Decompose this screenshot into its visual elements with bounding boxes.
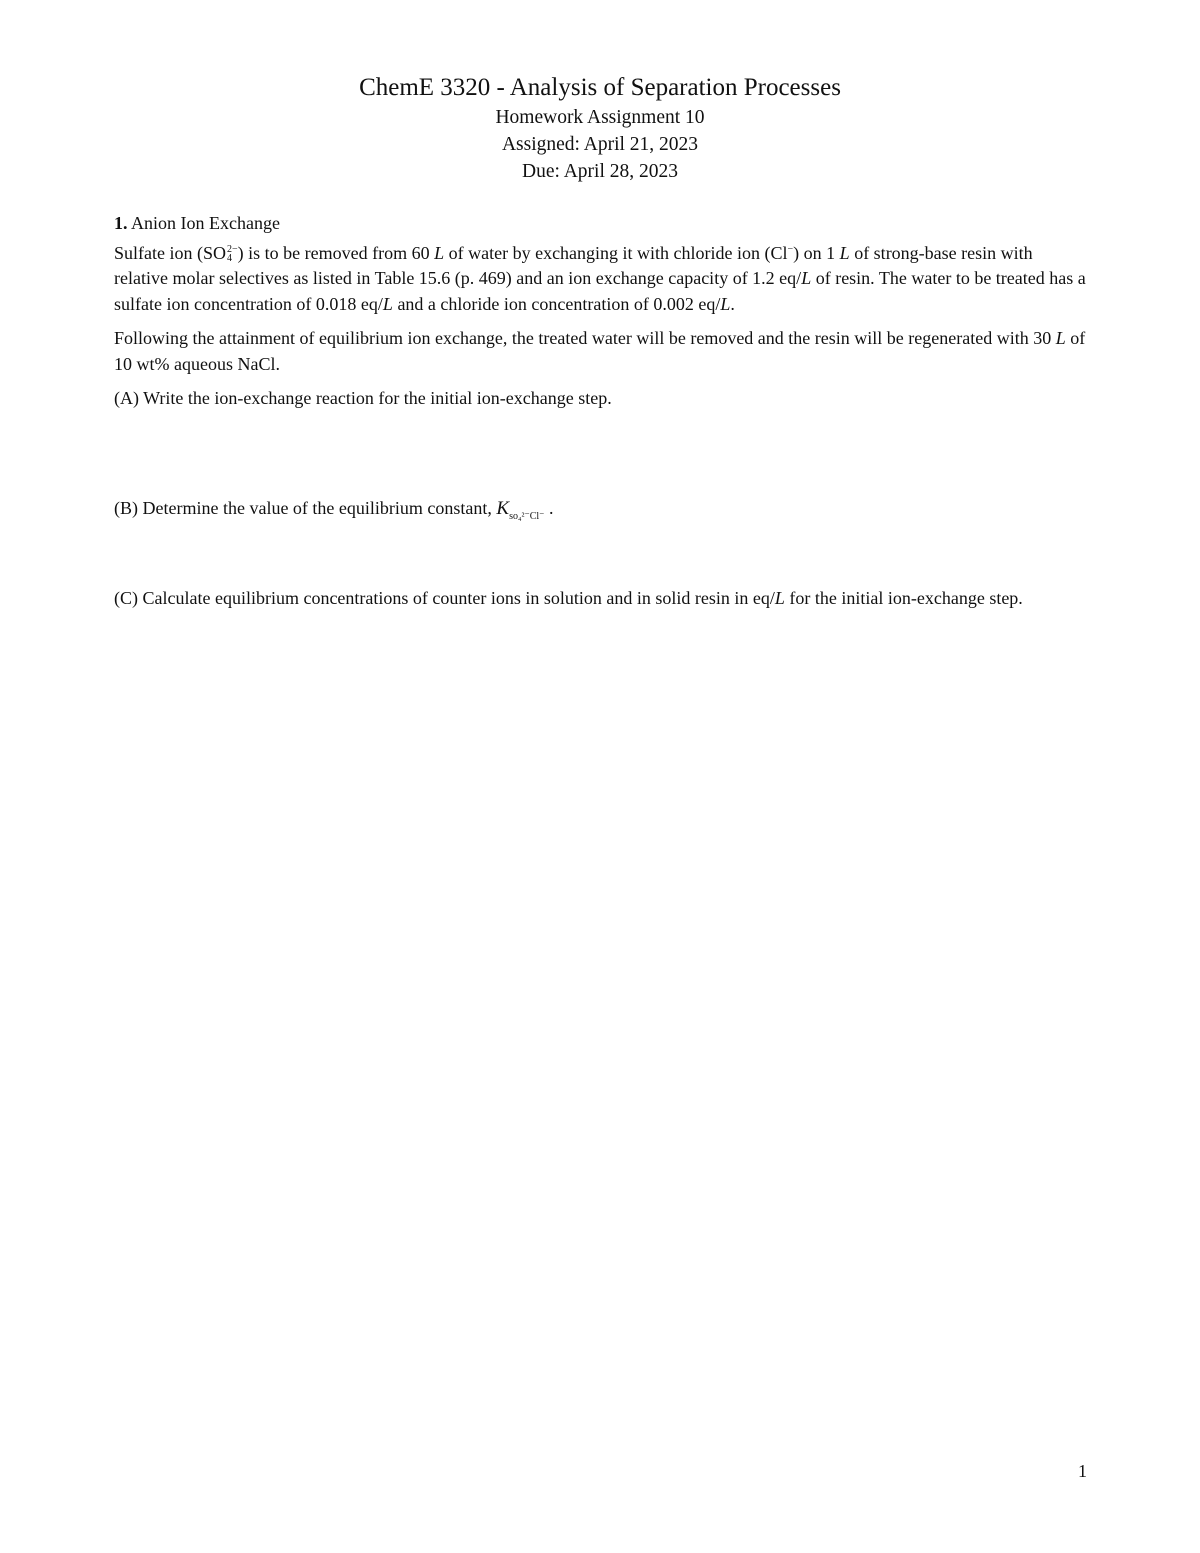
unit-liter: L	[720, 293, 731, 314]
problem-heading	[114, 211, 1089, 237]
unit-liter: L	[434, 242, 445, 263]
part-b-end: .	[544, 497, 554, 518]
statement-text: Sulfate ion (SO	[114, 242, 226, 263]
course-title: ChemE 3320 - Analysis of Separation Processes	[359, 74, 841, 101]
page-number: 1	[1078, 1461, 1087, 1481]
statement-text: .	[730, 293, 735, 314]
part-c	[114, 586, 1089, 612]
unit-liter: L	[774, 588, 785, 608]
chloride-charge: −	[787, 243, 794, 255]
problem-number: 1.	[114, 213, 128, 233]
unit-liter: L	[801, 268, 812, 288]
regeneration-paragraph	[114, 326, 1089, 377]
problem-title: Anion Ion Exchange	[131, 213, 280, 233]
statement-text: of resin. The water to be treated has a sulfate ion concentration of 0.018 eq/	[114, 268, 1086, 314]
unit-liter: L	[382, 293, 393, 314]
part-b	[114, 496, 1089, 530]
part-b-text: (B) Determine the value of the equilibrium constant,	[114, 497, 497, 518]
assignment-title: Homework Assignment 10	[495, 107, 705, 128]
problem-1	[114, 211, 1089, 612]
part-c-text: for the initial ion-exchange step.	[784, 588, 1023, 608]
sulfate-charge: 2−	[227, 244, 238, 256]
part-c-text: (C) Calculate equilibrium concentrations of counter ions in solution and in solid resin in eq/	[114, 588, 775, 608]
unit-liter: L	[839, 242, 850, 263]
statement-text: ) is to be removed from 60	[237, 242, 435, 263]
equilibrium-constant-subscript: so₄²⁻Cl⁻	[509, 510, 545, 522]
document-header	[0, 72, 1200, 185]
paragraph-text: Following the attainment of equilibrium ion exchange, the treated water will be removed and the resin will be regenerated with 30	[114, 328, 1056, 348]
statement-text: ) on 1	[793, 242, 840, 263]
due-date: Due: April 28, 2023	[522, 161, 678, 182]
paragraph-text: of 10 wt% aqueous NaCl.	[114, 328, 1086, 374]
statement-text: of water by exchanging it with chloride ion (Cl	[444, 242, 788, 263]
assigned-date: Assigned: April 21, 2023	[501, 134, 699, 155]
statement-text: and a chloride ion concentration of 0.002 eq/	[392, 293, 721, 314]
unit-liter: L	[1055, 328, 1066, 348]
sulfate-subscript: 4	[227, 253, 232, 265]
part-a: (A) Write the ion-exchange reaction for the initial ion-exchange step.	[114, 388, 612, 408]
problem-statement	[114, 237, 1089, 318]
sulfate-formula-scripts	[227, 245, 238, 263]
equilibrium-constant-symbol: K	[496, 497, 510, 519]
statement-text: of strong-base resin with relative molar selectives as listed in Table 15.6 (p. 469) and an ion exchange capacity of 1.2 eq/	[114, 242, 1033, 288]
